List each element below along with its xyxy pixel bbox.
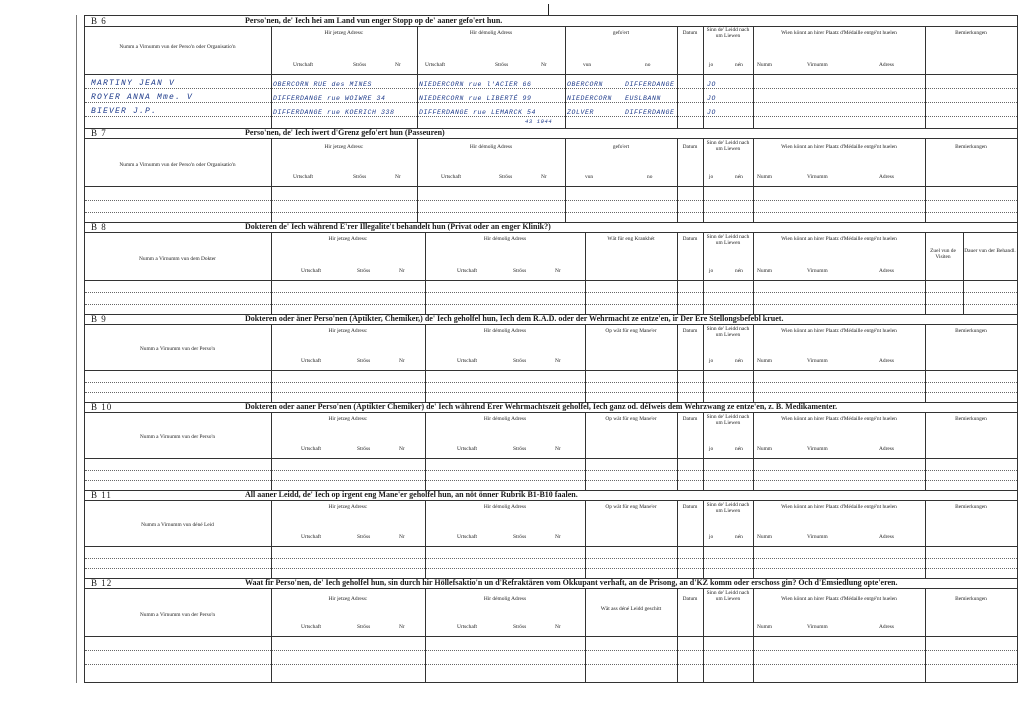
- col-fled: gefo'ert: [612, 30, 630, 36]
- entry-date-note: 43 1944: [525, 118, 553, 125]
- col-number: Nr: [395, 174, 401, 180]
- col-yes: jo: [709, 62, 714, 68]
- col-no: nén: [735, 358, 743, 364]
- col-place: Urtschaft: [301, 624, 322, 630]
- col-firstname: Virnumm: [807, 534, 828, 540]
- col-medal: Wien könnt an hirer Plaatz d'Médaille entgé'nt huelen: [781, 328, 897, 334]
- col-yes: jo: [709, 446, 714, 452]
- entry-suffered: JO: [707, 81, 717, 88]
- col-from: vun: [583, 62, 592, 68]
- entry-current-address: DIFFERDANGE rue WOIWRE 34: [273, 95, 386, 102]
- col-no: nén: [735, 534, 743, 540]
- section-code: B 11: [91, 490, 112, 500]
- col-firstname: Virnumm: [807, 62, 828, 68]
- column-header: [85, 412, 1017, 459]
- entry-to: EUSLBANN: [625, 95, 662, 102]
- col-firstname: Virnumm: [807, 268, 828, 274]
- section-title: Perso'nen, de' Iech iwert d'Grenz gefo'ert hun (Passeuren): [245, 128, 445, 137]
- entry-current-address: DIFFERDANGE rue KOERICH 338: [273, 109, 395, 116]
- col-place: Urtschaft: [457, 534, 478, 540]
- col-no: nén: [735, 446, 743, 452]
- col-date: Datum: [682, 328, 698, 334]
- col-place: Urtschaft: [441, 174, 462, 180]
- col-current-address: Hir jetzeg Adress:: [324, 30, 364, 36]
- entry-name: ROYER ANNA Mme. V: [91, 93, 194, 102]
- col-to: no: [645, 62, 651, 68]
- col-remarks: Bemierkungen: [955, 144, 987, 150]
- col-place: Urtschaft: [293, 62, 314, 68]
- section-b12: [85, 578, 1017, 682]
- entry-name: MARTINY JEAN V: [91, 79, 176, 88]
- entry-from: ZOLVER: [567, 109, 595, 116]
- col-street: Ströss: [357, 358, 371, 364]
- col-firstname: Virnumm: [807, 624, 828, 630]
- section-title: Waat fir Perso'nen, de' Iech geholfel hun, sin durch hir Höllefsaktio'n un d'Refraktären vom Okkupant verhaft, an de Prisong, an d'KZ komm oder erschoss gin? Och d'Emsiedlung opte'eren.: [245, 578, 898, 587]
- col-name-label: Numm a Virnumm vun der Perso'n oder Organisatio'n: [119, 162, 236, 168]
- col-place: Urtschaft: [301, 268, 322, 274]
- col-former-address: Hir démolig Adress: [483, 416, 527, 422]
- col-surname: Numm: [757, 624, 772, 630]
- col-current-address: Hir jetzeg Adress:: [328, 328, 368, 334]
- form-sheet: [84, 15, 1018, 683]
- section-code: B 10: [91, 402, 113, 412]
- col-from: vun: [585, 174, 594, 180]
- col-place: Urtschaft: [457, 624, 478, 630]
- col-place: Urtschaft: [301, 358, 322, 364]
- col-yes: jo: [709, 174, 714, 180]
- binding-margin-line: [76, 15, 77, 683]
- col-address: Adress: [879, 358, 894, 364]
- col-name-label: Numm a Virnumm vun der Perso'n: [139, 612, 216, 618]
- col-remarks: Bemierkungen: [955, 504, 987, 510]
- col-what-did: Wät ass déné Leidd geschitt: [600, 606, 662, 612]
- col-street: Ströss: [499, 174, 513, 180]
- col-street: Ströss: [513, 534, 527, 540]
- col-place: Urtschaft: [457, 446, 478, 452]
- section-b11: [85, 490, 1017, 578]
- section-title: Dokteren oder äner Perso'nen (Aptikter, Chemiker,) de' Iech geholfel hun, Iech dem R.A.D. oder der Wehrmacht ze entze'en, ir Der Ere Stellongsbefebl kruet.: [245, 314, 784, 323]
- col-date: Datum: [682, 416, 698, 422]
- col-name-label: Numm a Virnumm vun der Perso'n oder Organisatio'n: [119, 44, 236, 50]
- col-no: nén: [735, 62, 743, 68]
- col-suffered: Sinn de' Leidd nach um Liewen: [706, 590, 750, 602]
- col-no: nén: [735, 174, 743, 180]
- col-street: Ströss: [357, 624, 371, 630]
- col-number: Nr: [555, 624, 561, 630]
- col-suffered: Sinn de' Leidd nach um Liewen: [706, 326, 750, 338]
- col-street: Ströss: [357, 268, 371, 274]
- section-code: B 7: [91, 128, 107, 138]
- col-number: Nr: [555, 268, 561, 274]
- col-name-label: Numm a Virnumm vun déné Leid: [141, 522, 214, 528]
- col-street: Ströss: [357, 534, 371, 540]
- col-current-address: Hir jetzeg Adress:: [324, 144, 364, 150]
- section-b6: [85, 16, 1017, 128]
- col-street: Ströss: [495, 62, 509, 68]
- col-number: Nr: [399, 534, 405, 540]
- col-former-address: Hir démolig Adress: [469, 144, 513, 150]
- col-place: Urtschaft: [293, 174, 314, 180]
- col-medal: Wien könnt an hirer Plaatz d'Médaille entgé'nt huelen: [781, 144, 897, 150]
- col-street: Ströss: [513, 446, 527, 452]
- entry-from: NIEDERCORN: [567, 95, 613, 102]
- col-date: Datum: [682, 596, 698, 602]
- section-b7: [85, 128, 1017, 222]
- col-number: Nr: [555, 358, 561, 364]
- entry-to: DIFFERDANGE: [625, 109, 675, 116]
- col-suffered: Sinn de' Leidd nach um Liewen: [706, 502, 750, 514]
- col-medal: Wien könnt an hirer Plaatz d'Médaille entgé'nt huelen: [781, 504, 897, 510]
- col-firstname: Virnumm: [807, 446, 828, 452]
- entry-name: BIEVER J.P.: [91, 107, 158, 116]
- col-remarks: Bemierkungen: [955, 328, 987, 334]
- section-b9: [85, 314, 1017, 402]
- col-place: Urtschaft: [425, 62, 446, 68]
- col-current-address: Hir jetzeg Adress:: [328, 416, 368, 422]
- col-medal: Wien könnt an hirer Plaatz d'Médaille entgé'nt huelen: [781, 416, 897, 422]
- column-header: [85, 500, 1017, 547]
- col-former-address: Hir démolig Adress: [483, 596, 527, 602]
- section-title: Dokteren de' Iech während E'rer Illegalite't behandelt hun (Privat oder an enger Klinik?): [245, 222, 551, 231]
- col-address: Adress: [879, 268, 894, 274]
- col-visits: Zuel vun de Visiten: [930, 248, 956, 260]
- col-current-address: Hir jetzeg Adress:: [328, 596, 368, 602]
- col-medal: Wien könnt an hirer Plaatz d'Médaille entgé'nt huelen: [781, 236, 897, 242]
- col-number: Nr: [399, 358, 405, 364]
- col-yes: jo: [709, 358, 714, 364]
- col-firstname: Virnumm: [807, 174, 828, 180]
- col-former-address: Hir démolig Adress: [469, 30, 513, 36]
- col-number: Nr: [399, 268, 405, 274]
- col-suffered: Sinn de' Leidd nach um Liewen: [706, 27, 750, 39]
- col-number: Nr: [541, 174, 547, 180]
- section-b10: [85, 402, 1017, 490]
- col-remarks: Bemierkungen: [955, 596, 987, 602]
- col-yes: jo: [709, 534, 714, 540]
- col-duration: Dauer vun der Behandl.: [964, 248, 1016, 254]
- col-street: Ströss: [353, 174, 367, 180]
- col-number: Nr: [541, 62, 547, 68]
- col-current-address: Hir jetzeg Adress:: [328, 236, 368, 242]
- col-how-helped: Op wät für eng Mane'er: [605, 328, 657, 334]
- col-number: Nr: [555, 446, 561, 452]
- col-name-label: Numm a Virnumm vun der Perso'n: [139, 346, 216, 352]
- col-how-helped: Op wät für eng Mane'er: [605, 504, 657, 510]
- col-street: Ströss: [513, 624, 527, 630]
- col-firstname: Virnumm: [807, 358, 828, 364]
- col-date: Datum: [682, 504, 698, 510]
- col-place: Urtschaft: [301, 446, 322, 452]
- col-fled: gefo'ert: [612, 144, 630, 150]
- col-surname: Numm: [757, 174, 772, 180]
- col-former-address: Hir démolig Adress: [483, 328, 527, 334]
- col-date: Datum: [682, 144, 698, 150]
- column-header: [85, 138, 1017, 187]
- col-name-label: Numm a Virnumm vun dem Dokter: [139, 256, 216, 262]
- col-place: Urtschaft: [457, 268, 478, 274]
- section-title: Perso'nen, de' Iech hei am Land vun enger Stopp op de' aaner gefo'ert hun.: [245, 16, 503, 25]
- entry-suffered: JO: [707, 109, 717, 116]
- col-address: Adress: [879, 624, 894, 630]
- entry-former-address: NIEDERCORN rue l'ACIER 66: [419, 81, 532, 88]
- col-street: Ströss: [353, 62, 367, 68]
- section-code: B 12: [91, 578, 113, 588]
- col-address: Adress: [879, 446, 894, 452]
- col-suffered: Sinn de' Leidd nach um Liewen: [706, 414, 750, 426]
- col-surname: Numm: [757, 534, 772, 540]
- col-date: Datum: [682, 236, 698, 242]
- col-street: Ströss: [513, 358, 527, 364]
- col-number: Nr: [399, 624, 405, 630]
- col-suffered: Sinn de' Leidd nach um Liewen: [706, 234, 750, 246]
- col-street: Ströss: [513, 268, 527, 274]
- entry-from: OBERCORN: [567, 81, 604, 88]
- col-medal: Wien könnt an hirer Plaatz d'Médaille entgé'nt huelen: [781, 30, 897, 36]
- col-street: Ströss: [357, 446, 371, 452]
- col-date: Datum: [682, 30, 698, 36]
- col-yes: jo: [709, 268, 714, 274]
- section-code: B 6: [91, 16, 107, 26]
- col-surname: Numm: [757, 62, 772, 68]
- col-remarks: Bemierkungen: [955, 30, 987, 36]
- section-title: Dokteren oder aaner Perso'nen (Aptikter Chemiker) de' Iech während Erer Wehrmachtszeit geholfel, Iech ganz od. déIweis dem Wehrzwang ze entze'en, z. B. Medikamenter.: [245, 402, 838, 411]
- col-address: Adress: [879, 174, 894, 180]
- section-b8: [85, 222, 1017, 314]
- col-how-helped: Op wät für eng Mane'er: [605, 416, 657, 422]
- col-remarks: Bemierkungen: [955, 416, 987, 422]
- section-code: B 9: [91, 314, 107, 324]
- col-surname: Numm: [757, 358, 772, 364]
- column-header: [85, 26, 1017, 75]
- col-address: Adress: [879, 62, 894, 68]
- col-suffered: Sinn de' Leidd nach um Liewen: [706, 140, 750, 152]
- col-place: Urtschaft: [457, 358, 478, 364]
- section-code: B 8: [91, 222, 107, 232]
- entry-to: DIFFERDANGE: [625, 81, 675, 88]
- col-current-address: Hir jetzeg Adress:: [328, 504, 368, 510]
- section-title: All aaner Leidd, de' Iech op irgent eng Mane'er geholfel hun, an nöt önner Rubrik B1-B10 faalen.: [245, 490, 578, 499]
- col-name-label: Numm a Virnumm vun der Perso'n: [139, 434, 216, 440]
- col-surname: Numm: [757, 268, 772, 274]
- col-surname: Numm: [757, 446, 772, 452]
- col-number: Nr: [399, 446, 405, 452]
- col-illness: Wät für eng Krankhét: [607, 236, 655, 242]
- entry-former-address: DIFFERDANGE rue LEMARCK 54: [419, 109, 537, 116]
- col-former-address: Hir démolig Adress: [483, 504, 527, 510]
- column-header: [85, 324, 1017, 371]
- entry-suffered: JO: [707, 95, 717, 102]
- col-no: nén: [735, 268, 743, 274]
- column-header: [85, 232, 1017, 281]
- col-number: Nr: [395, 62, 401, 68]
- col-address: Adress: [879, 534, 894, 540]
- entry-current-address: OBERCORN RUE des MINES: [273, 81, 373, 88]
- entry-former-address: NIEDERCORN rue LIBERTÉ 99: [419, 95, 532, 102]
- col-place: Urtschaft: [301, 534, 322, 540]
- col-former-address: Hir démolig Adress: [483, 236, 527, 242]
- col-to: no: [647, 174, 653, 180]
- col-medal: Wien könnt an hirer Plaatz d'Médaille entgé'nt huelen: [781, 596, 897, 602]
- col-number: Nr: [555, 534, 561, 540]
- column-header: [85, 588, 1017, 637]
